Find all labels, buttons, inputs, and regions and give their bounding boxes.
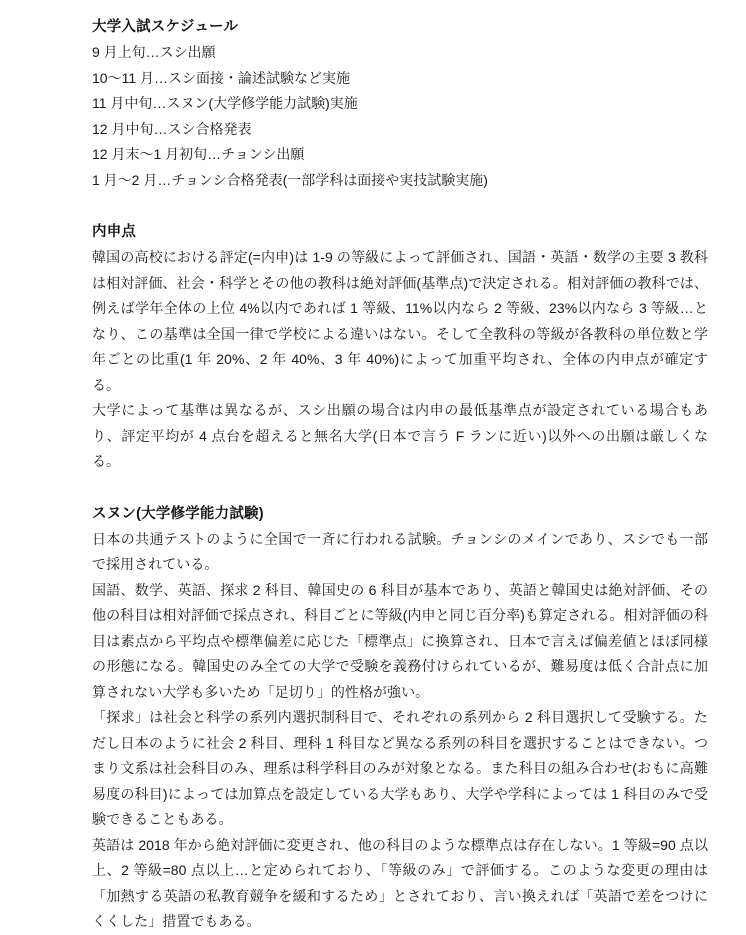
section-spacer — [92, 193, 708, 219]
schedule-line: 10〜11 月…スシ面接・論述試験など実施 — [92, 69, 350, 86]
paragraph: 「探求」は社会と科学の系列内選択制科目で、それぞれの系列から 2 科目選択して受験する。ただし日本のように社会 2 科目、理科 1 科目など異なる系列の科目を選択することはできない。つまり文系は社会科目のみ、理系は科学科目のみが対象となる。また科目の組み合わせ(おもに高難易度の科目)によっては加算点を設定している大学もあり、大学や学科によっては 1 科目のみで受験できることもある。 — [92, 709, 708, 827]
section-admission-schedule — [92, 14, 708, 193]
paragraph: 国語、数学、英語、探求 2 科目、韓国史の 6 科目が基本であり、英語と韓国史は絶対評価、その他の科目は相対評価で採点され、科目ごとに等級(内申と同じ百分率)も算定される。相対評価の科目は素点から平均点や標準偏差に応じた「標準点」に換算され、日本で言えば偏差値とほぼ同様の形態になる。韓国史のみ全ての大学で受験を義務付けられているが、難易度は低く合計点に加算されない大学も多いため「足切り」的性格が強い。 — [92, 581, 708, 700]
paragraph: 日本の共通テストのように全国で一斉に行われる試験。チョンシのメインであり、スシでも一部で採用されている。 — [92, 530, 708, 572]
schedule-line: 9 月上旬…スシ出願 — [92, 44, 216, 60]
paragraph: 英語は 2018 年から絶対評価に変更され、他の科目のような標準点は存在しない。1 等級=90 点以上、2 等級=80 点以上…と定められており、「等級のみ」で評価する。このような変更の理由は「加熱する英語の私教育競争を緩和するため」とされており、言い換えれば「英語で差をつけにくくした」措置でもある。 — [92, 836, 708, 929]
section-heading: スヌン(大学修学能力試験) — [92, 505, 264, 522]
schedule-line: 1 月〜2 月…チョンシ合格発表(一部学科は面接や実技試験実施) — [92, 171, 488, 188]
paragraph: 韓国の高校における評定(=内申)は 1-9 の等級によって評価され、国語・英語・数学の主要 3 教科は相対評価、社会・科学とその他の教科は絶対評価(基準点)で決定される。相対評価の教科では、例えば学年全体の上位 4%以内であれば 1 等級、11%以内なら 2 等級、23%以内なら 3 等級…となり、この基準は全国一律で学校による違いはない。そして全教科の等級が各教科の単位数と学年ごとの比重(1 年 20%、2 年 40%、3 年 40%)によって加重平均され、全体の内申点が確定する。 — [92, 249, 708, 393]
paragraph: 大学によって基準は異なるが、スシ出願の場合は内申の最低基準点が設定されている場合もあり、評定平均が 4 点台を超えると無名大学(日本で言う F ランに近い)以外への出願は厳しくなる。 — [92, 402, 708, 469]
section-naishinten — [92, 219, 708, 475]
schedule-line: 12 月末〜1 月初旬…チョンシ出願 — [92, 146, 305, 162]
schedule-line: 12 月中旬…スシ合格発表 — [92, 120, 252, 137]
section-suneung — [92, 501, 708, 935]
section-spacer — [92, 475, 708, 501]
section-heading: 内申点 — [92, 224, 137, 240]
section-heading: 大学入試スケジュール — [92, 19, 239, 35]
schedule-line: 11 月中旬…スヌン(大学修学能力試験)実施 — [92, 95, 358, 111]
